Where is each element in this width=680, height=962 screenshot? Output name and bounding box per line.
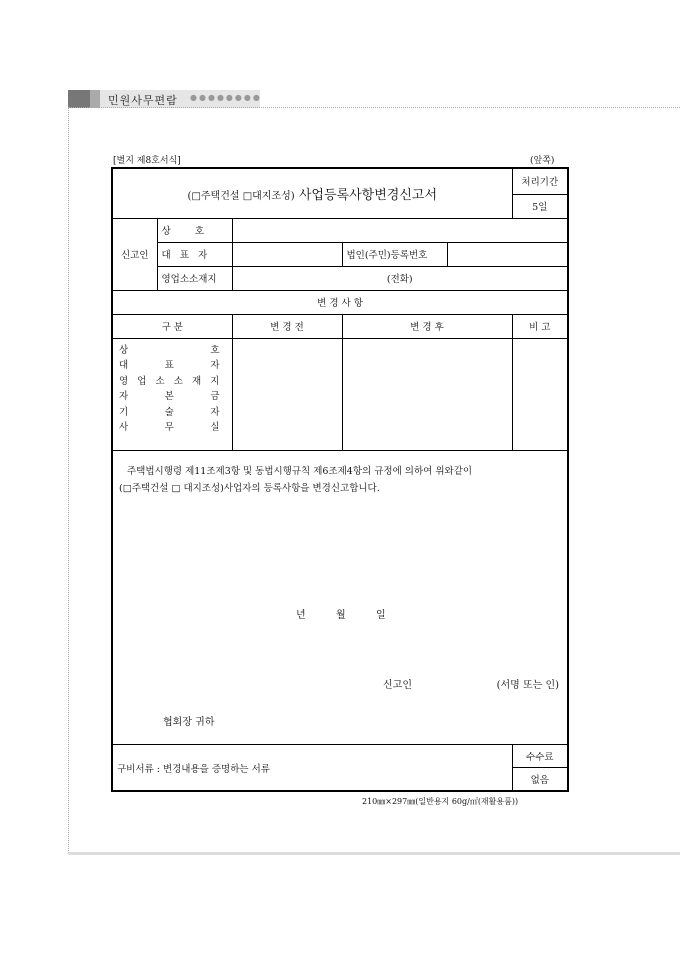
list-item-address: 영 업 소 소 재 지 <box>119 375 220 387</box>
list-item-capital: 자 본 금 <box>119 391 220 403</box>
change-items-list <box>112 338 232 450</box>
fee-label: 수수료 <box>512 745 568 768</box>
phone-label: (전화) <box>386 274 413 286</box>
section-header <box>68 90 268 108</box>
checkbox-icon: □ <box>242 190 253 202</box>
list-item-technician: 기 술 자 <box>119 406 220 418</box>
applicant-label: 신고인 <box>112 218 157 290</box>
column-remarks: 비 고 <box>512 314 568 338</box>
processing-period-label: 처리기간 <box>512 168 568 194</box>
trade-name-field[interactable] <box>232 218 568 242</box>
form-number: [별지 제8호서식] <box>113 156 181 166</box>
remarks-field[interactable] <box>512 338 568 450</box>
address-field[interactable] <box>232 266 568 290</box>
list-item-office: 사 무 실 <box>119 422 220 434</box>
paper-spec: 210㎜×297㎜(일반용지 60g/㎡(재활용품)) <box>362 797 519 806</box>
dotted-border-top <box>68 107 680 108</box>
signature-note: (서명 또는 인) <box>496 679 560 691</box>
date-day: 일 <box>376 609 386 621</box>
required-documents: 구비서류 : 변경내용을 증명하는 서류 <box>112 745 512 791</box>
checkbox-icon: □ <box>171 482 181 494</box>
signer-label: 신고인 <box>383 679 412 691</box>
header-dots: ●●●●●●●● <box>190 93 262 102</box>
checkbox-icon: □ <box>122 482 132 494</box>
reg-no-field[interactable] <box>447 242 568 266</box>
column-category: 구 분 <box>112 314 232 338</box>
representative-label: 대 표 자 <box>157 242 232 266</box>
address-label: 영업소소재지 <box>157 266 232 290</box>
list-item-trade-name: 상 호 <box>119 344 220 356</box>
representative-field[interactable] <box>232 242 342 266</box>
reg-no-label: 법인(주민)등록번호 <box>342 242 447 266</box>
side-label: (앞쪽) <box>530 156 555 166</box>
before-field[interactable] <box>232 338 342 450</box>
declaration-section <box>112 450 568 744</box>
checkbox-icon: □ <box>191 190 201 202</box>
dotted-border-left <box>68 108 69 853</box>
header-block-dark <box>68 90 90 108</box>
declaration-line-1: 주택법시행령 제11조제3항 및 동법시행규칙 제6조제4항의 규정에 의하여 위와같이 <box>127 465 473 477</box>
date-year: 년 <box>296 609 306 621</box>
recipient: 협회장 귀하 <box>163 716 215 728</box>
header-block-mid <box>90 90 100 108</box>
column-after: 변 경 후 <box>342 314 512 338</box>
date-line <box>296 606 416 621</box>
column-before: 변 경 전 <box>232 314 342 338</box>
processing-period-value: 5일 <box>512 194 568 218</box>
report-form <box>111 167 569 792</box>
bottom-rule <box>68 852 680 855</box>
form-title-cell <box>112 168 512 218</box>
after-field[interactable] <box>342 338 512 450</box>
changes-header: 변 경 사 항 <box>112 290 568 314</box>
date-month: 월 <box>336 609 346 621</box>
form-title: 사업등록사항변경신고서 <box>298 187 437 203</box>
header-title: 민원사무편람 <box>108 94 178 107</box>
list-item-representative: 대 표 자 <box>119 360 220 372</box>
fee-value: 없음 <box>512 768 568 791</box>
declaration-line-2: (□주택건설 □ 대지조성)사업자의 등록사항을 변경신고합니다. <box>119 482 380 494</box>
title-prefix: (□주택건설 □대지조성) <box>187 190 295 202</box>
trade-name-label: 상 호 <box>157 218 232 242</box>
